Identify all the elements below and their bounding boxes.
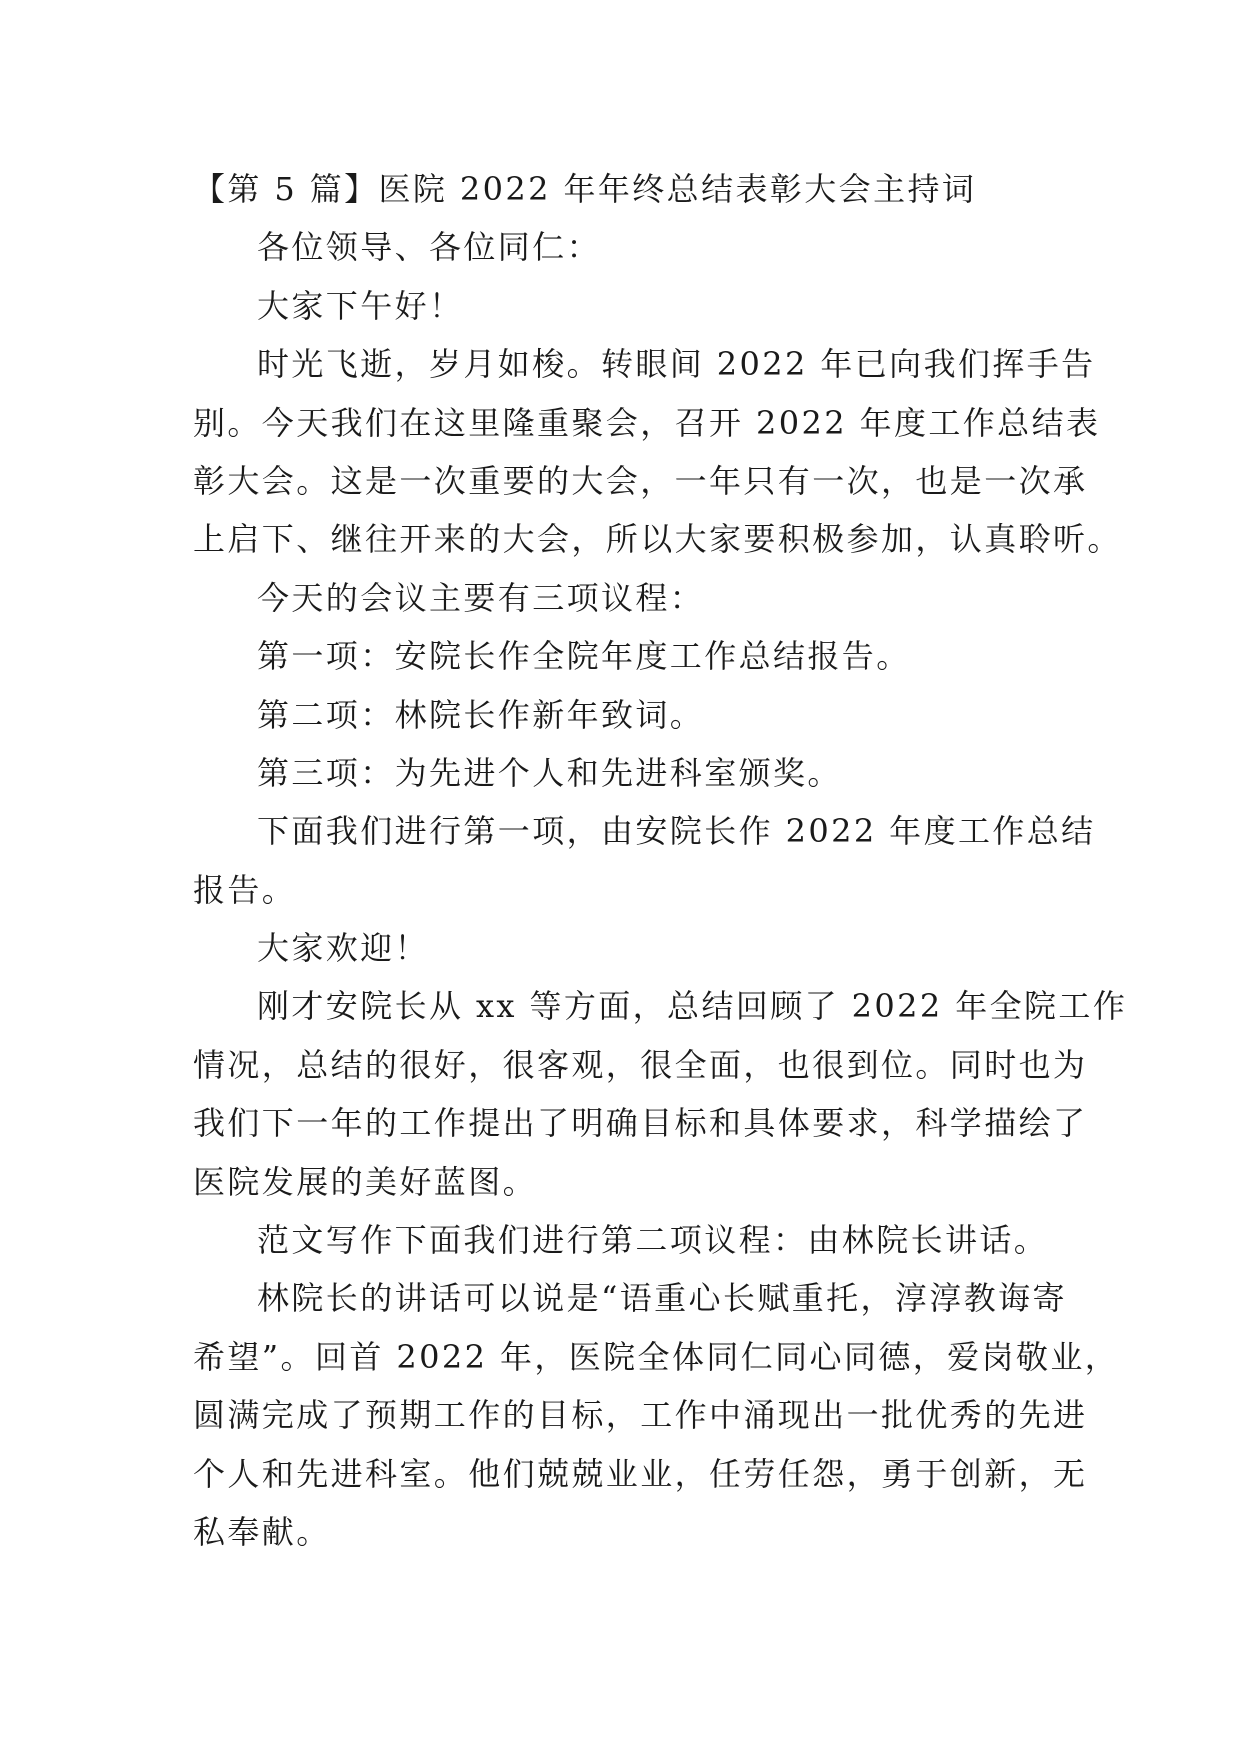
text-line: 圆满完成了预期工作的目标，工作中涌现出一批优秀的先进: [193, 1396, 1088, 1435]
text-line: 上启下、继往开来的大会，所以大家要积极参加，认真聆听。: [193, 520, 1122, 559]
text-line: 刚才安院长从 xx 等方面，总结回顾了 2022 年全院工作: [257, 987, 1128, 1026]
text-line: 时光飞逝，岁月如梭。转眼间 2022 年已向我们挥手告: [257, 345, 1096, 384]
document-body: [193, 160, 1128, 1561]
text-line: 各位领导、各位同仁：: [257, 228, 602, 267]
text-line: 情况，总结的很好，很客观，很全面，也很到位。同时也为: [193, 1045, 1088, 1084]
text-line: 范文写作下面我们进行第二项议程：由林院长讲话。: [257, 1221, 1049, 1260]
text-line: 第一项：安院长作全院年度工作总结报告。: [257, 637, 911, 676]
text-line: 大家下午好！: [257, 286, 464, 325]
text-line: 私奉献。: [193, 1512, 331, 1551]
document-title: 【第 5 篇】医院 2022 年年终总结表彰大会主持词: [193, 170, 977, 208]
text-line: 第二项：林院长作新年致词。: [257, 695, 705, 734]
text-line: 下面我们进行第一项，由安院长作 2022 年度工作总结: [257, 812, 1096, 851]
text-line: 别。今天我们在这里隆重聚会，召开 2022 年度工作总结表: [193, 403, 1101, 442]
text-line: 大家欢迎！: [257, 929, 430, 968]
text-line: 彰大会。这是一次重要的大会，一年只有一次，也是一次承: [193, 461, 1088, 500]
text-line: 林院长的讲话可以说是“语重心长赋重托，淳淳教诲寄: [257, 1279, 1067, 1318]
text-line: 我们下一年的工作提出了明确目标和具体要求，科学描绘了: [193, 1104, 1088, 1143]
text-line: 希望”。回首 2022 年，医院全体同仁同心同德，爱岗敬业，: [193, 1337, 1120, 1376]
text-line: 第三项：为先进个人和先进科室颁奖。: [257, 753, 842, 792]
text-line: 医院发展的美好蓝图。: [193, 1162, 538, 1201]
text-line: 个人和先进科室。他们兢兢业业，任劳任怨，勇于创新，无: [193, 1454, 1088, 1493]
text-line: 报告。: [193, 870, 297, 909]
text-line: 今天的会议主要有三项议程：: [257, 578, 705, 617]
